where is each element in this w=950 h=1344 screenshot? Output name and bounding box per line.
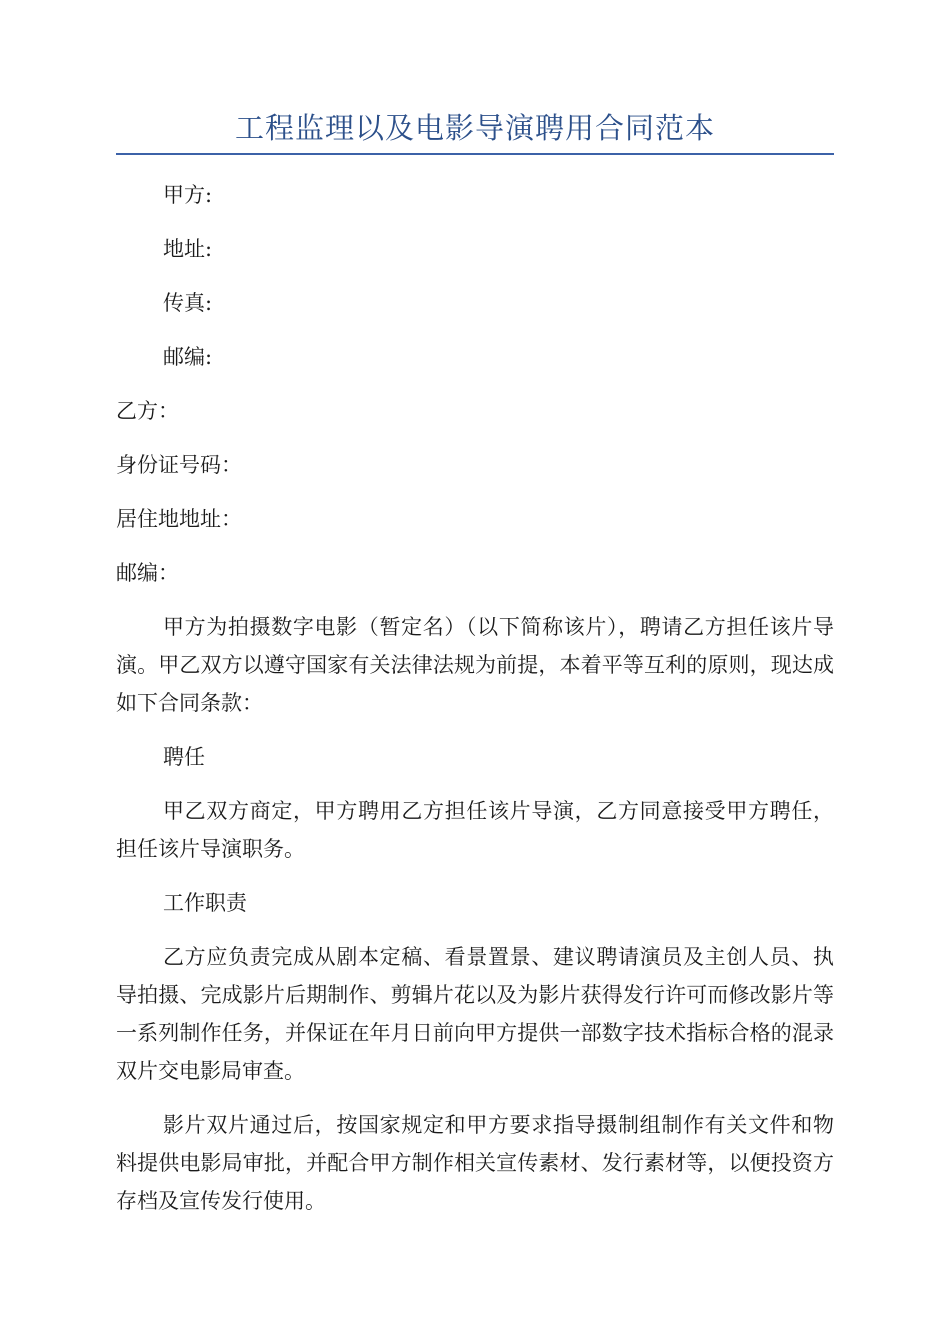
party-b-residence: 居住地地址： (116, 507, 242, 531)
engagement-paragraph: 甲乙双方商定，甲方聘用乙方担任该片导演，乙方同意接受甲方聘任，担任该片导演职务。 (116, 799, 834, 861)
party-a-address: 地址: (163, 237, 213, 261)
party-a-fax: 传真: (163, 291, 213, 315)
heading-engagement: 聘任 (163, 745, 205, 769)
title-underline (116, 153, 834, 155)
duties-paragraph-2: 影片双片通过后，按国家规定和甲方要求指导摄制组制作有关文件和物料提供电影局审批，并配合甲方制作相关宣传素材、发行素材等，以便投资方存档及宣传发行使用。 (116, 1113, 834, 1213)
party-a-postcode: 邮编: (163, 345, 213, 369)
party-a-label: 甲方: (163, 183, 213, 207)
intro-paragraph: 甲方为拍摄数字电影（暂定名）（以下简称该片），聘请乙方担任该片导演。甲乙双方以遵守国家有关法律法规为前提，本着平等互利的原则，现达成如下合同条款： (116, 615, 834, 715)
party-b-label: 乙方： (116, 399, 179, 423)
document-title: 工程监理以及电影导演聘用合同范本 (234, 111, 715, 145)
party-b-id-number: 身份证号码： (116, 453, 242, 477)
duties-paragraph-1: 乙方应负责完成从剧本定稿、看景置景、建议聘请演员及主创人员、执导拍摄、完成影片后期制作、剪辑片花以及为影片获得发行许可而修改影片等一系列制作任务，并保证在年月日前向甲方提供一部数字技术指标合格的混录双片交电影局审查。 (116, 945, 834, 1083)
heading-duties: 工作职责 (163, 891, 247, 915)
party-b-postcode: 邮编： (116, 561, 179, 585)
